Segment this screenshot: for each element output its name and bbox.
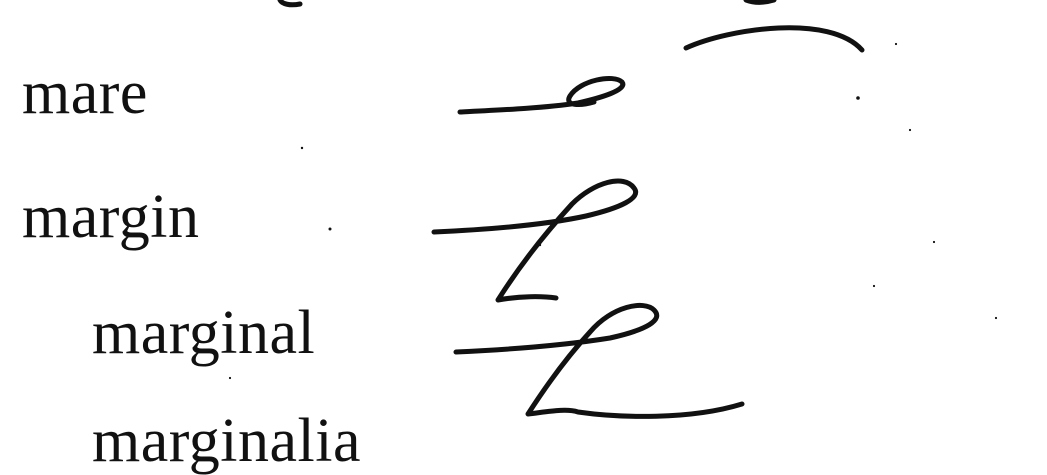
scan-speck [933,241,935,243]
scan-speck [995,317,997,319]
scan-speck [909,129,911,131]
entry-word-partial: marginalia [92,407,361,475]
top-partial-outline-left [280,0,300,5]
top-partial-outline-right [746,0,774,2]
mare-outline-stroke [460,78,623,112]
entry-word-mare: mare [22,59,148,127]
scan-speck [856,96,860,100]
marginal-outline-stroke [456,305,742,416]
entry-word-margin: margin [22,183,200,251]
mare-outline-arc [686,28,862,50]
margin-outline-stroke [434,181,636,300]
scan-speck [873,285,875,287]
scan-speck [301,147,303,149]
scan-speck [329,228,332,231]
entry-word-marginal: marginal [92,299,316,367]
scan-speck [229,377,231,379]
scan-speck [895,43,897,45]
scan-speck [539,244,541,246]
